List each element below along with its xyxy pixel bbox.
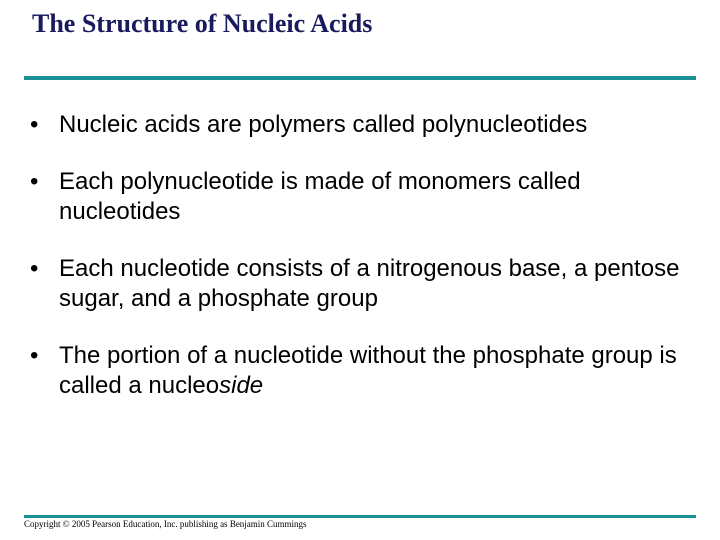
bullet-icon: • [30, 111, 39, 138]
bullet-item [30, 341, 700, 401]
bullet-icon: • [30, 168, 39, 195]
bullet-text: Nucleic acids are polymers called polynucleotides [59, 111, 588, 138]
bullet-list [30, 110, 700, 428]
bullet-text-plain: The portion of a nucleotide without the phosphate group is called a nucleo [59, 342, 677, 399]
bullet-text [59, 342, 677, 399]
bullet-text: Each polynucleotide is made of monomers called nucleotides [59, 168, 581, 225]
bullet-item [30, 167, 700, 227]
slide-title: The Structure of Nucleic Acids [32, 9, 373, 38]
bullet-text-italic: side [219, 372, 264, 399]
bullet-item [30, 254, 700, 314]
footer-divider [24, 515, 696, 518]
bullet-text: Each nucleotide consists of a nitrogenous base, a pentose sugar, and a phosphate group [59, 255, 680, 312]
bullet-icon: • [30, 255, 39, 282]
bullet-icon: • [30, 342, 39, 369]
bullet-item [30, 110, 700, 140]
copyright-text: Copyright © 2005 Pearson Education, Inc. publishing as Benjamin Cummings [24, 519, 307, 529]
title-divider [24, 76, 696, 80]
